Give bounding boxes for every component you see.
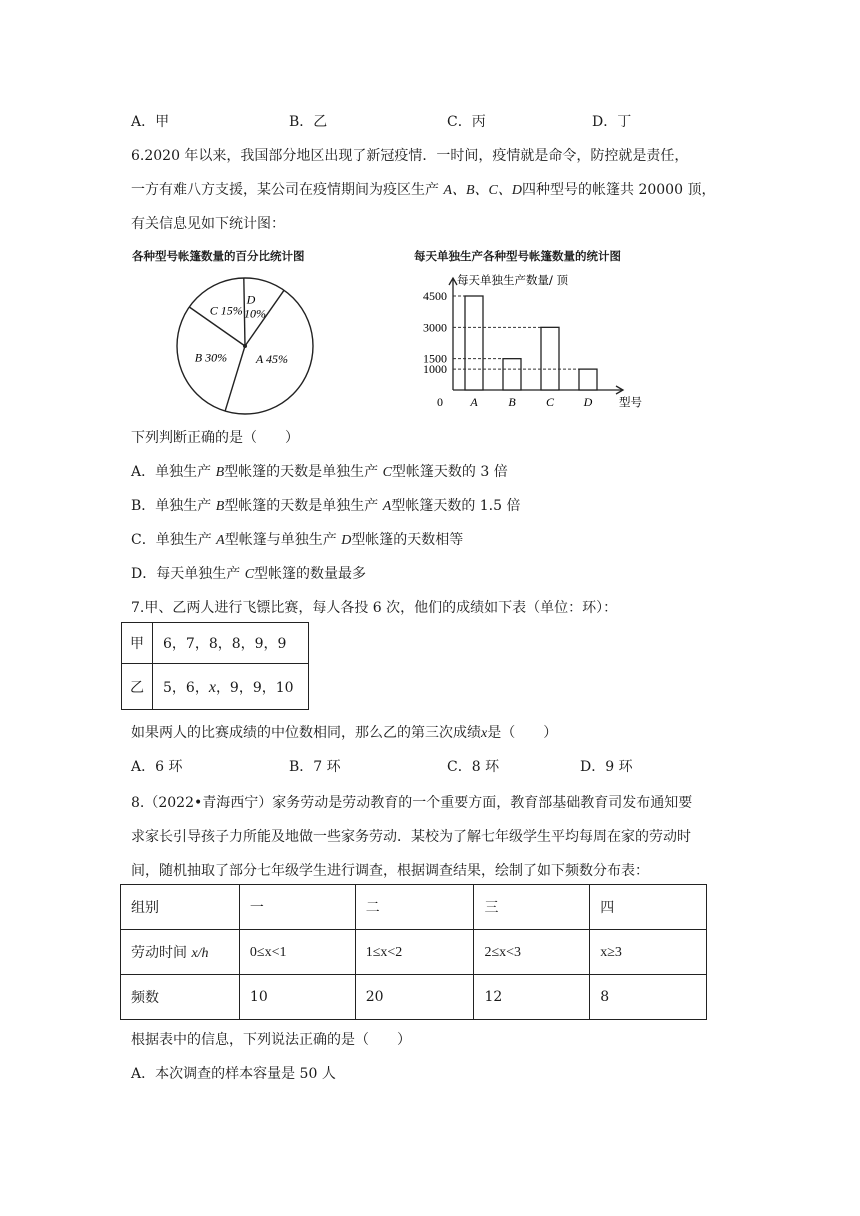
q7-option-a[interactable]: A．6 环 [131, 759, 183, 775]
header-cell: 组别 [121, 885, 240, 930]
q6-option-a[interactable]: A．单独生产 B型帐篷的天数是单独生产 C型帐篷天数的 3 倍 [131, 464, 508, 480]
pie-label-d-letter: D [246, 292, 256, 307]
q6-stem-line2: 一方有难八方支援，某公司在疫情期间为疫区生产 A、B、C、D四种型号的帐篷共 20000 顶， [131, 182, 716, 198]
bar-c [541, 327, 559, 390]
player-name: 甲 [122, 623, 153, 664]
table-cell: 0≤x<1 [239, 930, 355, 975]
q6-option-d[interactable]: D．每天单独生产 C型帐篷的数量最多 [131, 566, 367, 582]
row-label: 劳动时间 x/h [121, 930, 240, 975]
table-cell: 20 [355, 975, 474, 1020]
table-cell: 8 [590, 975, 707, 1020]
q5-option-c[interactable]: C．丙 [447, 114, 486, 130]
pie-center [243, 344, 247, 348]
y-tick-label: 1500 [423, 351, 447, 366]
q6-charts [128, 242, 648, 422]
pie-label-a: A 45% [255, 352, 289, 367]
q7-option-b[interactable]: B．7 环 [289, 759, 341, 775]
origin-label: 0 [437, 395, 443, 409]
pie-label-d: 10% [243, 306, 266, 321]
q7-question: 如果两人的比赛成绩的中位数相同，那么乙的第三次成绩x是（ ） [131, 725, 558, 741]
x-tick-label-a: A [470, 395, 478, 409]
y-axis-label: 每天单独生产数量/ 顶 [457, 273, 569, 287]
y-tick-label: 4500 [423, 289, 447, 303]
pie-label-b: B 30% [194, 350, 228, 365]
q8-option-a[interactable]: A．本次调查的样本容量是 50 人 [131, 1066, 336, 1082]
x-axis-label: 型号 [619, 395, 642, 409]
header-cell: 一 [239, 885, 355, 930]
pie-slice-boundary-b [225, 346, 245, 411]
bar-b [503, 359, 521, 390]
table-row [122, 623, 309, 664]
table-cell: 12 [474, 975, 590, 1020]
table-cell: x≥3 [590, 930, 707, 975]
bar-chart [418, 268, 648, 422]
q7-option-c[interactable]: C．8 环 [447, 759, 500, 775]
q6-stem-line1: 6.2020 年以来，我国部分地区出现了新冠疫情．一时间，疫情就是命令，防控就是责任， [131, 148, 689, 164]
q5-option-d[interactable]: D．丁 [592, 114, 632, 130]
q6-option-b[interactable]: B．单独生产 B型帐篷的天数是单独生产 A型帐篷天数的 1.5 倍 [131, 498, 521, 514]
pie-label-c: C 15% [209, 303, 243, 318]
q8-stem-line2: 求家长引导孩子力所能及地做一些家务劳动．某校为了解七年级学生平均每周在家的劳动时 [131, 829, 691, 845]
player-scores: 6，7，8，8，9，9 [153, 623, 309, 664]
table-cell: 10 [239, 975, 355, 1020]
bar-d [579, 369, 597, 390]
q8-stem-line1: 8.（2022•青海西宁）家务劳动是劳动教育的一个重要方面，教育部基础教育司发布通知要 [131, 795, 693, 811]
table-cell: 2≤x<3 [474, 930, 590, 975]
y-tick-label: 3000 [423, 320, 447, 335]
q8-stem-line3: 间，随机抽取了部分七年级学生进行调查，根据调查结果，绘制了如下频数分布表： [131, 863, 649, 879]
bar-a [465, 296, 483, 390]
y-tick-label: 1000 [423, 362, 447, 377]
header-cell: 三 [474, 885, 590, 930]
header-cell: 二 [355, 885, 474, 930]
table-row [121, 975, 707, 1020]
pie-chart-title: 各种型号帐篷数量的百分比统计图 [132, 249, 305, 263]
table-row [121, 885, 707, 930]
q7-stem: 7.甲、乙两人进行飞镖比赛，每人各投 6 次，他们的成绩如下表（单位：环）： [131, 600, 618, 616]
row-label: 频数 [121, 975, 240, 1020]
x-tick-label-b: B [508, 395, 516, 409]
q6-question: 下列判断正确的是（ ） [131, 430, 299, 446]
table-row [122, 664, 309, 710]
x-tick-label-d: D [583, 395, 593, 409]
q7-score-table [121, 622, 309, 710]
pie-chart [168, 272, 348, 422]
x-tick-label-c: C [545, 395, 555, 409]
q5-option-a[interactable]: A．甲 [131, 114, 170, 130]
q6-stem-line3: 有关信息见如下统计图： [131, 216, 285, 232]
q5-option-b[interactable]: B．乙 [289, 114, 328, 130]
q7-option-d[interactable]: D．9 环 [580, 759, 633, 775]
q8-frequency-table [120, 884, 707, 1020]
table-cell: 1≤x<2 [355, 930, 474, 975]
player-scores: 5，6，x，9，9，10 [153, 664, 309, 710]
player-name: 乙 [122, 664, 153, 710]
bar-chart-title: 每天单独生产各种型号帐篷数量的统计图 [414, 249, 621, 263]
q8-question: 根据表中的信息，下列说法正确的是（ ） [131, 1032, 411, 1048]
header-cell: 四 [590, 885, 707, 930]
q6-option-c[interactable]: C．单独生产 A型帐篷与单独生产 D型帐篷的天数相等 [131, 532, 464, 548]
table-row [121, 930, 707, 975]
